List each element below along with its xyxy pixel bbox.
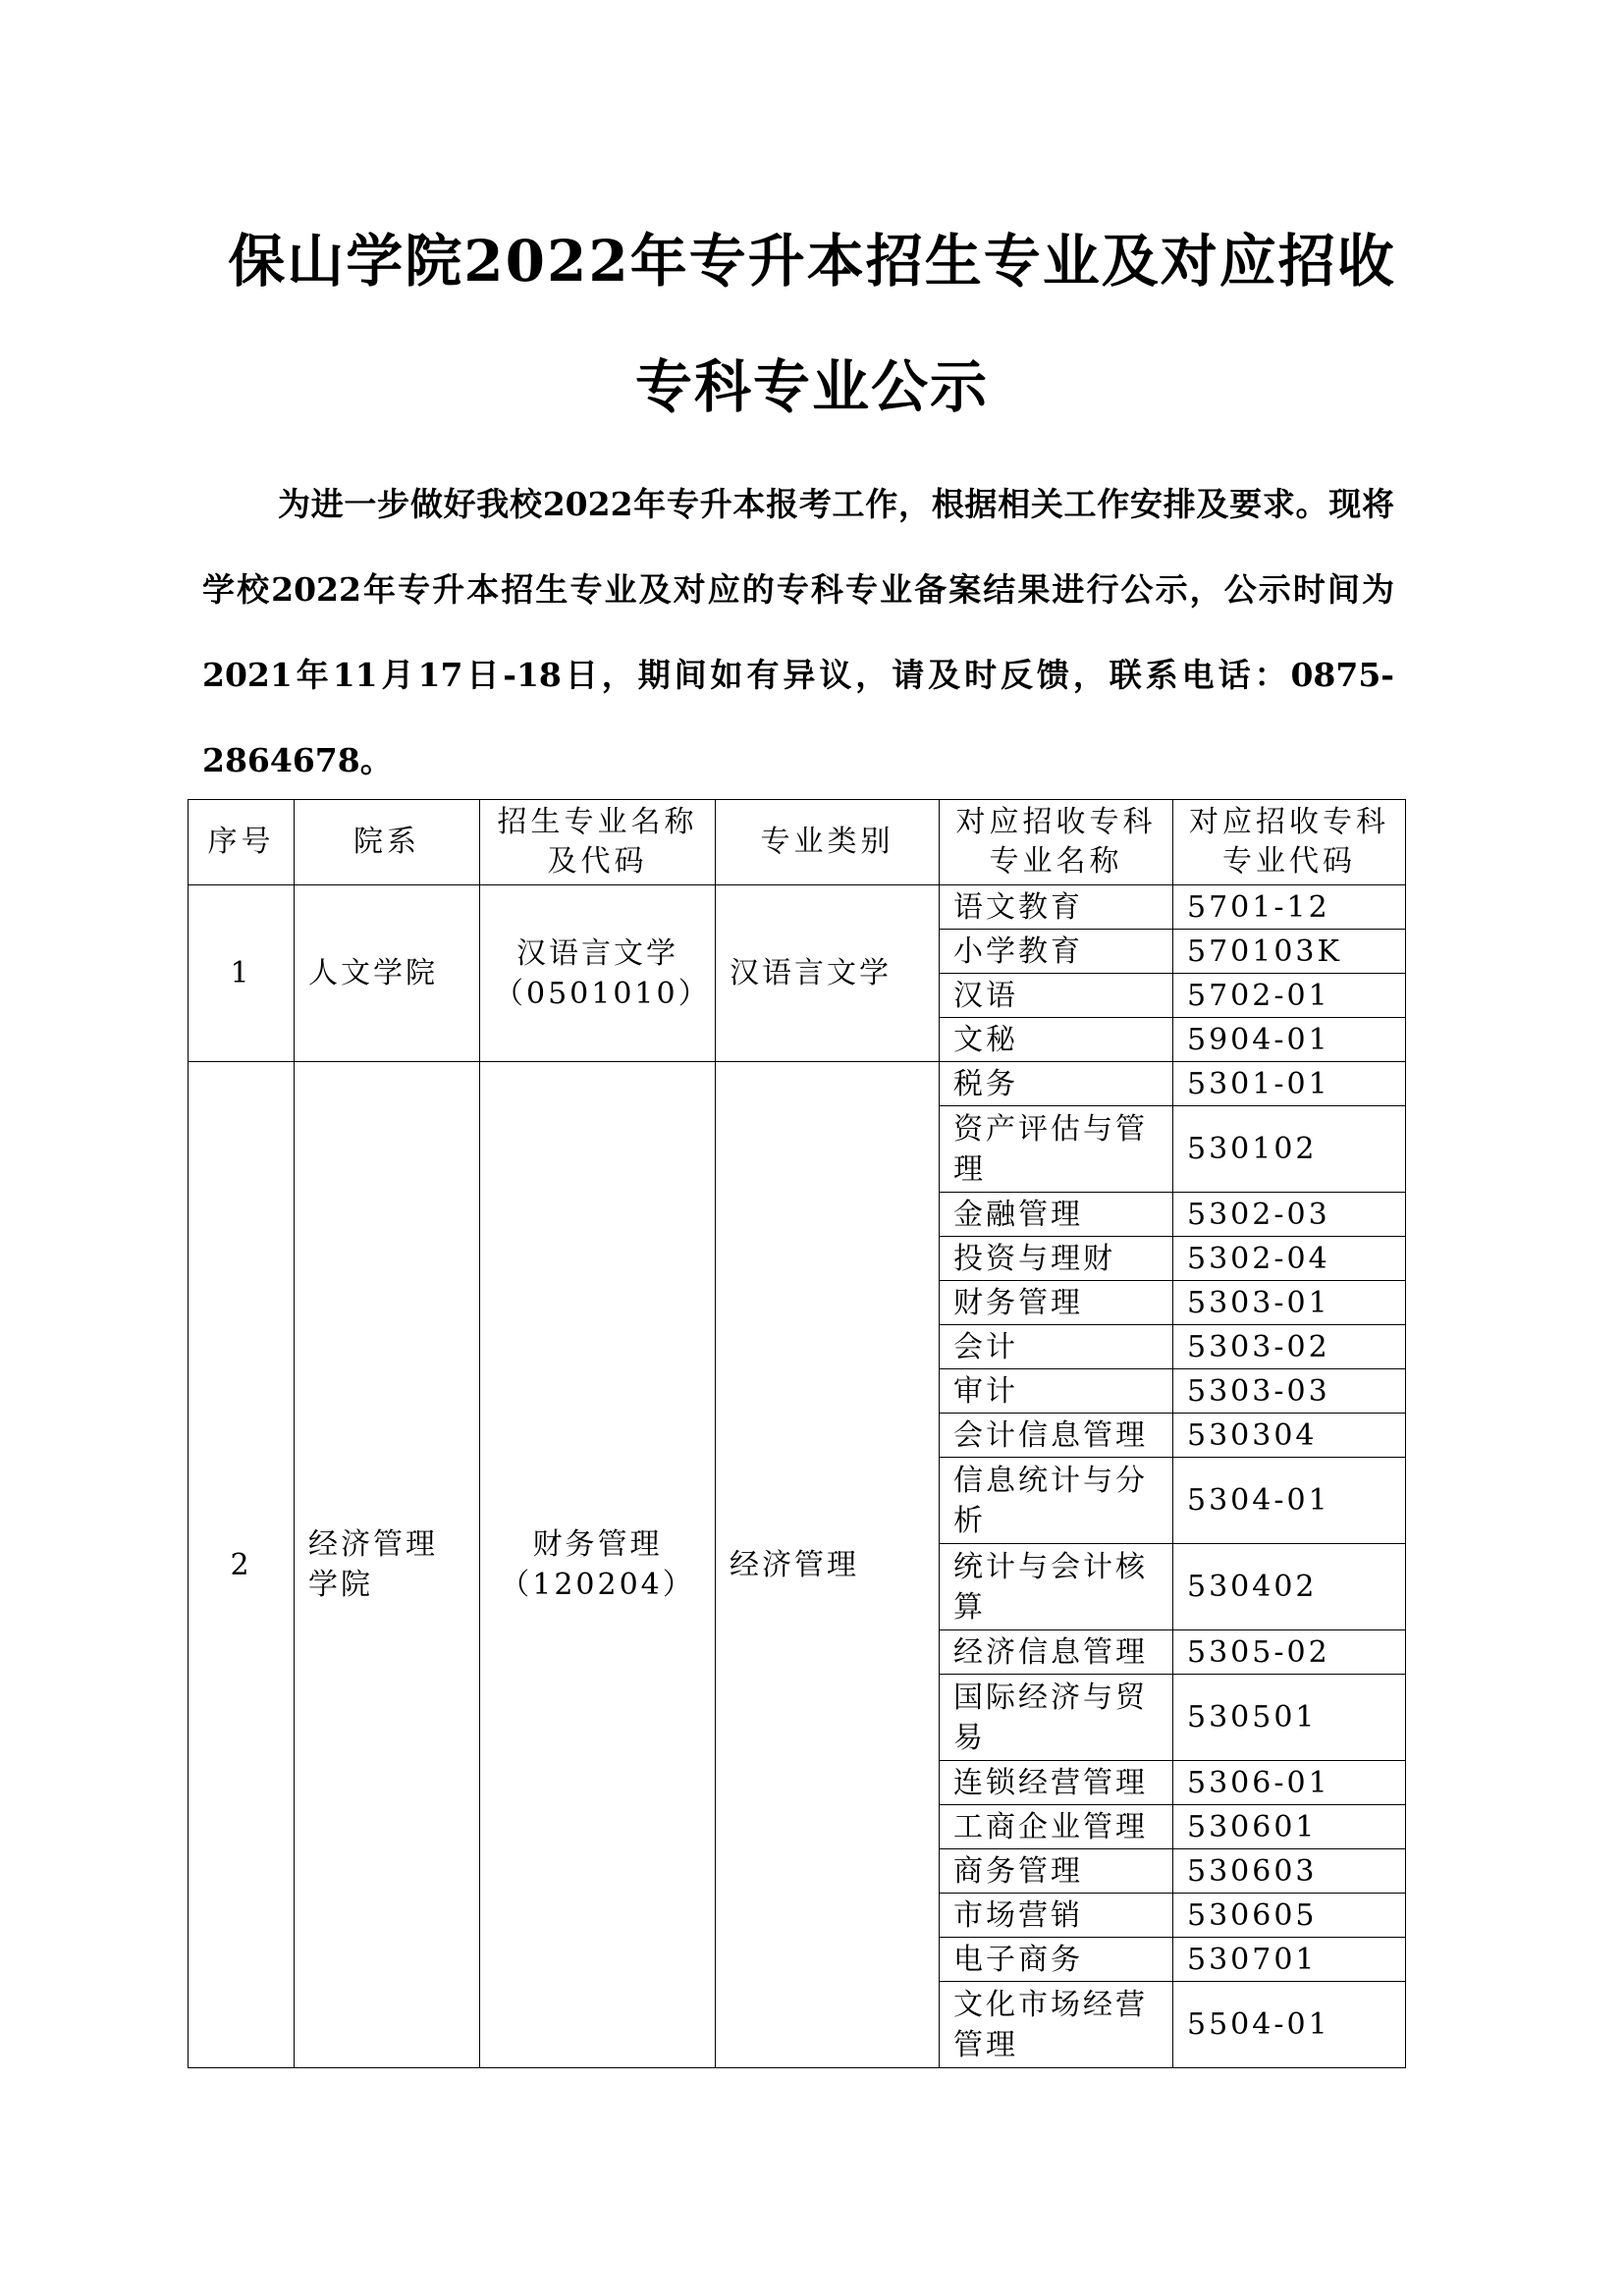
spec-code: 530701 (1173, 1938, 1406, 1982)
header-spec-code: 对应招收专科 专业代码 (1173, 800, 1406, 885)
spec-code: 5303-02 (1173, 1325, 1406, 1369)
spec-code: 5301-01 (1173, 1062, 1406, 1106)
spec-code: 530601 (1173, 1805, 1406, 1849)
group-major (480, 885, 716, 1062)
major-name: 汉语言文学 (516, 935, 678, 971)
spec-code: 5306-01 (1173, 1761, 1406, 1805)
group-category: 经济管理 (716, 1062, 940, 2068)
spec-name: 国际经济与贸易 (940, 1675, 1173, 1761)
spec-name: 税务 (940, 1062, 1173, 1106)
table-body (189, 885, 1406, 2068)
major-code: （120204） (500, 1568, 695, 1602)
spec-name: 审计 (940, 1369, 1173, 1414)
major-name: 财务管理 (532, 1527, 663, 1562)
header-category: 专业类别 (716, 800, 940, 885)
spec-code: 530402 (1173, 1544, 1406, 1630)
header-no: 序号 (189, 800, 295, 885)
group-dept: 人文学院 (295, 885, 480, 1062)
spec-name: 投资与理财 (940, 1237, 1173, 1281)
spec-name: 统计与会计核算 (940, 1544, 1173, 1630)
spec-name: 语文教育 (940, 885, 1173, 930)
spec-name: 连锁经营管理 (940, 1761, 1173, 1805)
table-header-row (189, 800, 1406, 885)
header-major: 招生专业名称 及代码 (480, 800, 716, 885)
spec-name: 汉语 (940, 974, 1173, 1018)
spec-code: 5304-01 (1173, 1458, 1406, 1544)
document-title-line1: 保山学院2022年专升本招生专业及对应招收 (228, 228, 1396, 294)
table-row (189, 885, 1406, 930)
spec-code: 5303-01 (1173, 1281, 1406, 1325)
group-major (480, 1062, 716, 2068)
spec-code: 5504-01 (1173, 1982, 1406, 2068)
spec-code: 5701-12 (1173, 885, 1406, 930)
majors-table (188, 799, 1406, 2068)
spec-code: 530501 (1173, 1675, 1406, 1761)
group-dept: 经济管理学院 (295, 1062, 480, 2068)
spec-name: 市场营销 (940, 1894, 1173, 1938)
spec-name: 文化市场经营管理 (940, 1982, 1173, 2068)
spec-code: 530304 (1173, 1414, 1406, 1458)
spec-name: 文秘 (940, 1018, 1173, 1062)
spec-name: 商务管理 (940, 1849, 1173, 1894)
spec-code: 5904-01 (1173, 1018, 1406, 1062)
spec-name: 小学教育 (940, 930, 1173, 974)
group-category: 汉语言文学 (716, 885, 940, 1062)
spec-name: 会计信息管理 (940, 1414, 1173, 1458)
spec-name: 信息统计与分析 (940, 1458, 1173, 1544)
spec-code: 530605 (1173, 1894, 1406, 1938)
header-dept: 院系 (295, 800, 480, 885)
group-no: 1 (189, 885, 295, 1062)
spec-name: 工商企业管理 (940, 1805, 1173, 1849)
spec-name: 会计 (940, 1325, 1173, 1369)
spec-code: 530102 (1173, 1106, 1406, 1193)
table-row (189, 1062, 1406, 1106)
spec-code: 5305-02 (1173, 1630, 1406, 1675)
spec-code: 530603 (1173, 1849, 1406, 1894)
spec-name: 资产评估与管理 (940, 1106, 1173, 1193)
header-spec-name: 对应招收专科 专业名称 (940, 800, 1173, 885)
spec-name: 经济信息管理 (940, 1630, 1173, 1675)
spec-code: 570103K (1173, 930, 1406, 974)
spec-code: 5302-03 (1173, 1193, 1406, 1237)
spec-code: 5702-01 (1173, 974, 1406, 1018)
document-title-line2: 专科专业公示 (634, 353, 989, 420)
group-no: 2 (189, 1062, 295, 2068)
intro-paragraph: 为进一步做好我校2022年专升本报考工作，根据相关工作安排及要求。现将学校2022年专升本招生专业及对应的专科专业备案结果进行公示，公示时间为2021年11月17日-18日，期间如有异议，请及时反馈，联系电话：0875-2864678。 (202, 485, 1394, 779)
major-code: （0501010） (494, 976, 711, 1011)
spec-code: 5302-04 (1173, 1237, 1406, 1281)
spec-name: 财务管理 (940, 1281, 1173, 1325)
spec-name: 电子商务 (940, 1938, 1173, 1982)
spec-code: 5303-03 (1173, 1369, 1406, 1414)
spec-name: 金融管理 (940, 1193, 1173, 1237)
